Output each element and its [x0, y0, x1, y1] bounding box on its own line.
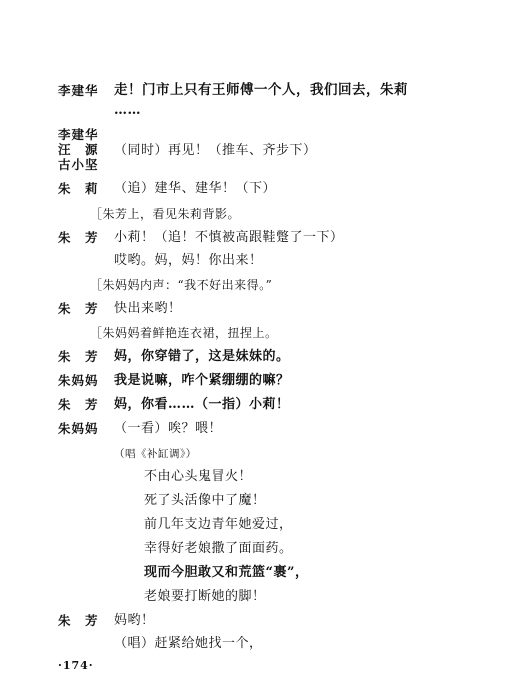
speaker-name: 古小坚 — [58, 157, 99, 172]
dialogue-line: （追）建华、建华！（下） — [114, 181, 277, 196]
dialogue-line: 快出来哟！ — [114, 301, 182, 316]
verse-line: 前几年支边青年她爱过， — [144, 517, 293, 532]
speaker-name: 朱 芳 — [58, 397, 99, 412]
speaker-name: 汪 源 — [58, 142, 99, 157]
speaker-name: 朱 芳 — [58, 230, 99, 245]
speaker-name: 李建华 — [58, 127, 99, 142]
dialogue-line: 妈，你穿错了，这是妹妹的。 — [114, 349, 290, 364]
dialogue-line: 小莉！（追！不慎被高跟鞋蹩了一下） — [114, 230, 344, 245]
dialogue-line: （唱）赶紧给她找一个， — [114, 636, 263, 651]
dialogue-line: 走！门市上只有王师傅一个人，我们回去，朱莉 — [114, 82, 408, 98]
dialogue-line: （一看）唉？喂！ — [114, 421, 223, 436]
page-number: ·174· — [58, 659, 94, 672]
verse-line: 死了头活像中了魔！ — [144, 493, 266, 508]
dialogue-line: 哎哟。妈，妈！你出来！ — [114, 253, 263, 268]
stage-direction: ［朱芳上，看见朱莉背影。 — [90, 207, 241, 221]
verse-line: 幸得好老娘撒了面面药。 — [144, 541, 293, 556]
speaker-name: 朱 芳 — [58, 613, 99, 628]
verse-line: 老娘要打断她的脚！ — [144, 589, 266, 604]
speaker-name: 朱妈妈 — [58, 421, 99, 436]
song-cue: （唱《补缸调》） — [114, 448, 197, 460]
dialogue-line: 妈，你看……（一指）小莉！ — [114, 397, 290, 412]
dialogue-line: 妈哟！ — [114, 613, 155, 628]
verse-line: 不由心头鬼冒火！ — [144, 469, 253, 484]
dialogue-line: 我是说嘛，咋个紧绷绷的嘛？ — [114, 373, 290, 388]
dialogue-line: …… — [114, 103, 141, 118]
speaker-name: 朱妈妈 — [58, 373, 99, 388]
verse-line: 现而今胆敢又和荒篮“裹”， — [144, 565, 309, 580]
speaker-name: 朱 莉 — [58, 181, 99, 196]
speaker-name: 朱 芳 — [58, 301, 99, 316]
speaker-name: 朱 芳 — [58, 349, 99, 364]
stage-direction: ［朱妈妈着鲜艳连衣裙，扭捏上。 — [90, 326, 278, 340]
stage-direction: ［朱妈妈内声：“我不好出来得。” — [90, 278, 273, 292]
speaker-name: 李建华 — [58, 83, 99, 98]
dialogue-line: （同时）再见！（推车、齐步下） — [114, 143, 317, 158]
